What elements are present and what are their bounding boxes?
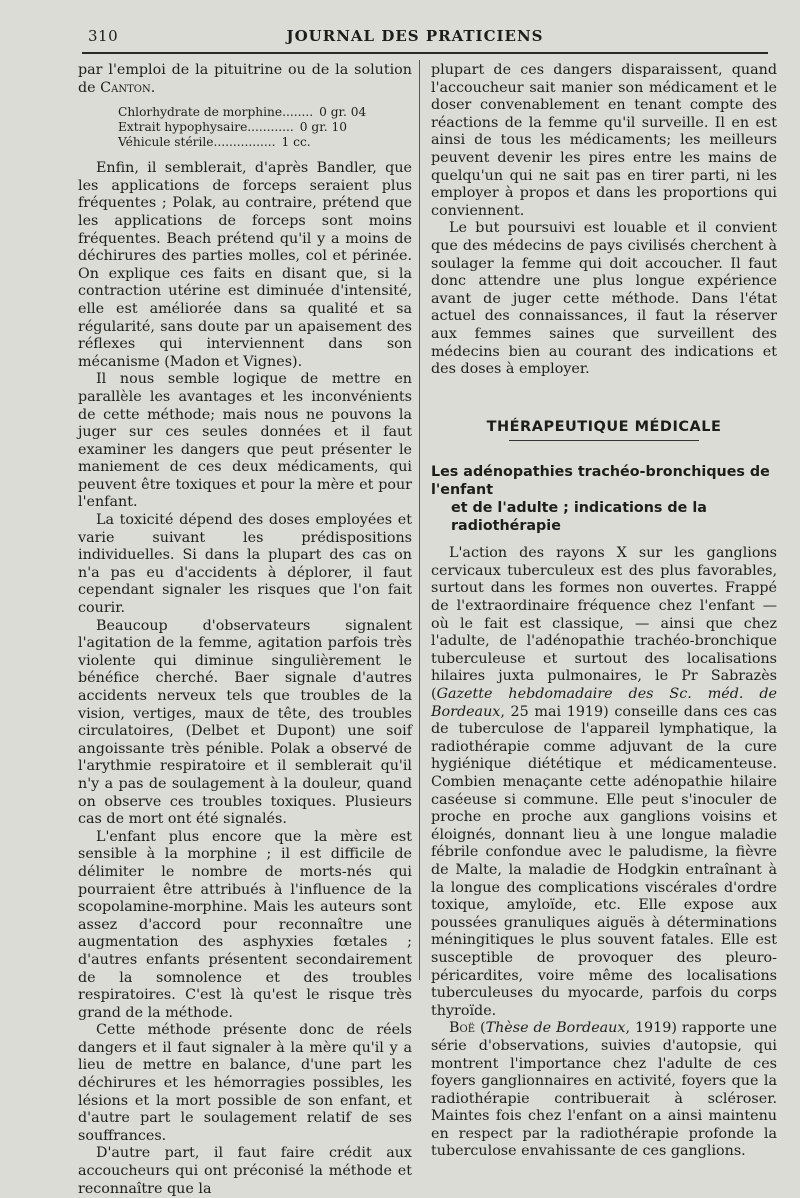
- journal-title: JOURNAL DES PRATICIENS: [286, 27, 544, 45]
- paragraph: Enfin, il semblerait, d'après Bandler, que les applications de forceps seraient plus fréquentes ; Polak, au contraire, prétend que les applications de forceps sont moins fréquentes. Beach prétend qu'il y a moins de déchirures des parties molles, col et périnée. On explique ces faits en disant que, si la contraction utérine est diminuée d'intensité, elle est améliorée dans sa qualité et sa régularité, sans doute par un apaisement des réflexes qui interviennent dans son mécanisme (Madon et Vignes).: [78, 160, 412, 370]
- paragraph: D'autre part, il faut faire crédit aux accoucheurs qui ont préconisé la méthode et reconnaître que la: [78, 1145, 412, 1197]
- prescription: [118, 105, 412, 150]
- section-title: THÉRAPEUTIQUE MÉDICALE: [486, 418, 722, 435]
- page-header: [60, 27, 770, 47]
- paragraph: Boë (Thèse de Bordeaux, 1919) rapporte une série d'observations, suivies d'autopsie, qui montrent l'importance chez l'adulte de ces foyers ganglionnaires en activité, foyers que la radiothérapie contribuerait à scléroser. Maintes fois chez l'enfant on a ainsi maintenu en respect par la radiothérapie profonde la tuberculose envahissante de ces ganglions.: [431, 1020, 778, 1160]
- paragraph: La toxicité dépend des doses employées et varie suivant les prédispositions individuelles. Si dans la plupart des cas on n'a pas eu d'accidents à déplorer, il faut cependant signaler les risques que l'on fait courir.: [78, 512, 412, 617]
- paragraph: Beaucoup d'observateurs signalent l'agitation de la femme, agitation parfois très violente qui diminue singulièrement le bénéfice cherché. Baer signale d'autres accidents nerveux tels que troubles de la vision, vertiges, maux de tête, des troubles circulatoires, (Delbet et Dupont) une soif angoissante très pénible. Polak a observé de l'arythmie respiratoire et il semblerait qu'il n'y a pas de soulagement à la douleur, quand on observe ces troubles toxiques. Plusieurs cas de mort ont été signalés.: [78, 617, 412, 828]
- prescription-line: Chlorhydrate de morphine ........ 0 gr. 04: [118, 105, 367, 120]
- paragraph: Cette méthode présente donc de réels dangers et il faut signaler à la mère qu'il y a lieu de mettre en balance, d'une part les déchirures et les hémorragies possibles, les lésions et la mort possible de son enfant, et d'autre part le soulagement relatif de ses souffrances.: [78, 1022, 412, 1144]
- column-divider: [419, 60, 420, 980]
- paragraph: L'enfant plus encore que la mère est sensible à la morphine ; il est difficile de délimiter le nombre de morts-nés qui pourraient être attribués à l'influence de la scopolamine-morphine. Mais les auteurs sont assez d'accord pour reconnaître une augmentation des asphyxies fœtales ; d'autres enfants présentent secondairement de la somnolence et des troubles respiratoires. C'est là qu'est le risque très grand de la méthode.: [78, 828, 412, 1021]
- section-rule: [509, 440, 699, 441]
- paragraph: plupart de ces dangers disparaissent, quand l'accoucheur sait manier son médicament et le doser convenablement en tenant compte des réactions de la femme qu'il surveille. Il en est ainsi de tous les médicaments; les meilleurs peuvent devenir les pires entre les mains de quelqu'un qui ne sait pas en tirer parti, ni les employer à propos et dans les proportions qui conviennent.: [431, 62, 777, 219]
- article-title: Les adénopathies trachéo-bronchiques de l'enfant et de l'adulte ; indications de la radiothérapie: [431, 464, 770, 535]
- paragraph: L'action des rayons X sur les ganglions cervicaux tuberculeux est des plus favorables, surtout dans les formes non ouvertes. Frappé de l'extraordinaire fréquence chez l'enfant — où le fait est classique, — ainsi que chez l'adulte, de l'adénopathie trachéo-bronchique tuberculeuse et surtout des localisations hilaires juxta pulmonaires, le Pr Sabrazès (Gazette hebdomadaire des Sc. méd. de Bordeaux, 25 mai 1919) conseille dans ces cas de tuberculose de l'appareil lymphatique, la radiothérapie comme adjuvant de la cure hygiénique diététique et médicamenteuse. Combien menaçante cette adénopathie hilaire caséeuse si commune. Elle peut s'inoculer de proche en proche aux ganglions voisins et éloignés, donnant lieu à une longue maladie fébrile confondue avec le paludisme, la fièvre de Malte, la maladie de Hodgkin entraînant à la longue des complications viscérales d'ordre toxique, amyloïde, etc. Elle expose aux poussées granuliques aiguës à déterminations méningitiques le plus souvent fatales. Elle est susceptible de provoquer des pleuro-péricardites, voire même des localisations tuberculeuses du myocarde, parfois du corps thyroïde.: [431, 545, 777, 1019]
- prescription-line: Extrait hypophysaire ............ 0 gr. 10: [118, 120, 347, 135]
- header-rule: [82, 52, 768, 54]
- prescription-line: Véhicule stérile ................ 1 cc.: [118, 135, 311, 150]
- page-number: 310: [88, 27, 119, 45]
- right-column: [431, 62, 777, 1161]
- paragraph: Le but poursuivi est louable et il convient que des médecins de pays civilisés cherchent à soulager la femme qui doit accoucher. Il faut donc attendre une plus longue expérience avant de juger cette méthode. Dans l'état actuel des connaissances, il faut la réserver aux femmes saines que surveillent des médecins bien au courant des indications et des doses à employer.: [431, 220, 777, 378]
- left-column: [78, 62, 412, 1198]
- paragraph: Il nous semble logique de mettre en parallèle les avantages et les inconvénients de cette méthode; mais nous ne pouvons la juger sur ces seules données et il faut examiner les dangers que peut présenter le maniement de ces deux médicaments, qui peuvent être toxiques et pour la mère et pour l'enfant.: [78, 371, 412, 511]
- intro-text: par l'emploi de la pituitrine ou de la solution de Canton.: [78, 62, 412, 96]
